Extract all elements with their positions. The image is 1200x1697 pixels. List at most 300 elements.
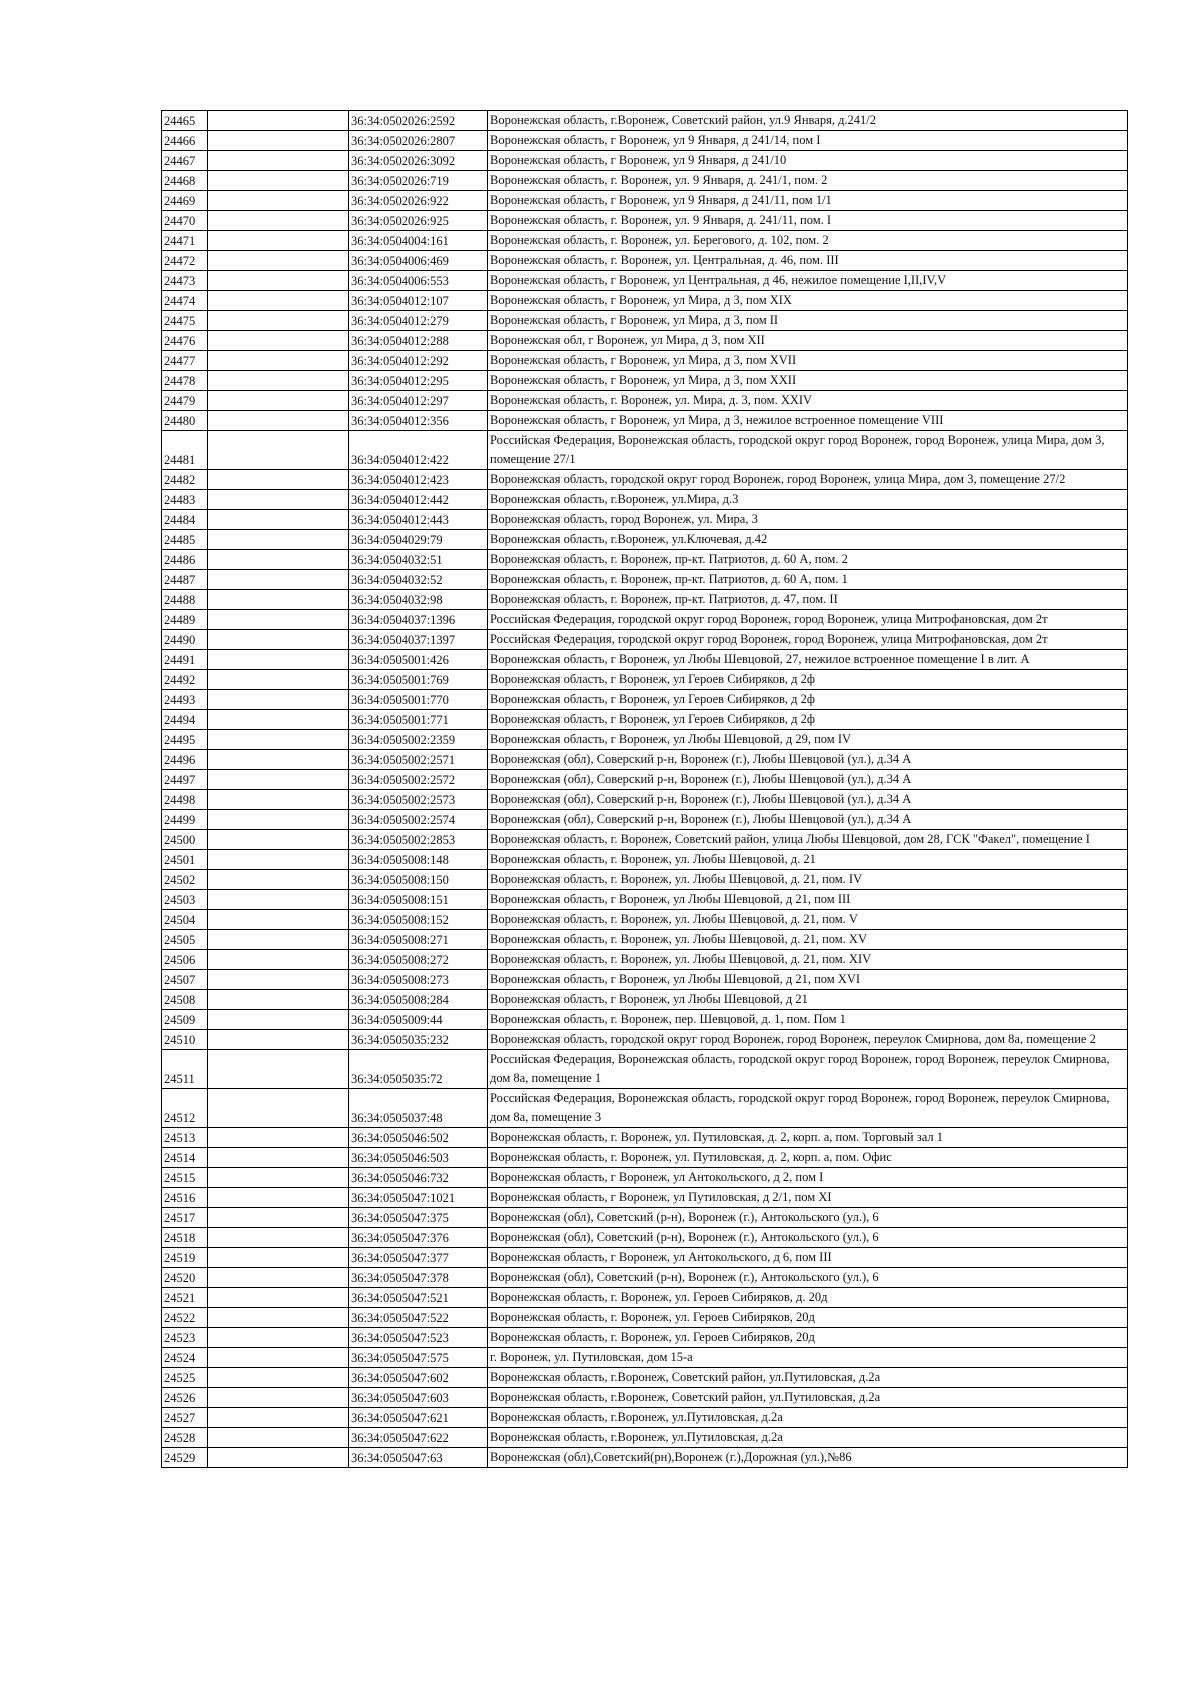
cell-address: Воронежская область, г. Воронеж, ул. Любы Шевцовой, д. 21, пом. XV [488,930,1128,950]
cell-number: 24485 [162,530,208,550]
cell-cadastral-number: 36:34:0505002:2574 [349,810,488,830]
cell-address: Воронежская (обл), Советский (р-н), Воронеж (г.), Антокольского (ул.), 6 [488,1268,1128,1288]
cell-cadastral-number: 36:34:0505047:622 [349,1428,488,1448]
table-row [162,670,1128,690]
cell-address: Воронежская область, г. Воронеж, Советский район, улица Любы Шевцовой, дом 28, ГСК "Факел", помещение I [488,830,1128,850]
cell-cadastral-number: 36:34:0502026:3092 [349,151,488,171]
table-row [162,351,1128,371]
cell-blank [208,830,349,850]
cell-address: Воронежская область, г Воронеж, ул Любы Шевцовой, д 21, пом XVI [488,970,1128,990]
cell-blank [208,231,349,251]
cell-cadastral-number: 36:34:0505009:44 [349,1010,488,1030]
table-row [162,550,1128,570]
table-row [162,1010,1128,1030]
cell-number: 24476 [162,331,208,351]
cell-address: Воронежская область, г Воронеж, ул Мира, д 3, нежилое встроенное помещение VIII [488,411,1128,431]
cell-address: Воронежская (обл), Соверский р-н, Воронеж (г.), Любы Шевцовой (ул.), д.34 А [488,790,1128,810]
cell-cadastral-number: 36:34:0502026:2592 [349,111,488,131]
cell-cadastral-number: 36:34:0505047:602 [349,1368,488,1388]
cell-cadastral-number: 36:34:0505046:502 [349,1128,488,1148]
cell-blank [208,910,349,930]
cell-number: 24529 [162,1448,208,1468]
cell-blank [208,1368,349,1388]
cell-blank [208,371,349,391]
cell-blank [208,1208,349,1228]
cell-cadastral-number: 36:34:0504029:79 [349,530,488,550]
cell-blank [208,1089,349,1128]
cell-number: 24468 [162,171,208,191]
table-row [162,470,1128,490]
table-row [162,331,1128,351]
cell-address: Воронежская область, г Воронеж, ул Мира, д 3, пом XVII [488,351,1128,371]
table-row [162,211,1128,231]
cell-cadastral-number: 36:34:0505047:575 [349,1348,488,1368]
table-row [162,231,1128,251]
cell-number: 24500 [162,830,208,850]
cell-cadastral-number: 36:34:0504006:553 [349,271,488,291]
table-row [162,1308,1128,1328]
cell-number: 24509 [162,1010,208,1030]
cell-address: Воронежская (обл), Советский (р-н), Воронеж (г.), Антокольского (ул.), 6 [488,1228,1128,1248]
cell-address: Воронежская область, городской округ город Воронеж, город Воронеж, улица Мира, дом 3, помещение 27/2 [488,470,1128,490]
cell-address: Воронежская обл, г Воронеж, ул Мира, д 3, пом XII [488,331,1128,351]
cell-blank [208,1268,349,1288]
cell-blank [208,1128,349,1148]
cell-blank [208,710,349,730]
cell-number: 24505 [162,930,208,950]
cell-address: Воронежская область, город Воронеж, ул. Мира, 3 [488,510,1128,530]
cell-number: 24502 [162,870,208,890]
table-row [162,570,1128,590]
cell-number: 24514 [162,1148,208,1168]
cell-address: Воронежская область, г.Воронеж, ул.Ключевая, д.42 [488,530,1128,550]
table-row [162,730,1128,750]
table-row [162,530,1128,550]
table-row [162,510,1128,530]
cell-cadastral-number: 36:34:0505047:377 [349,1248,488,1268]
cell-number: 24522 [162,1308,208,1328]
table-row [162,411,1128,431]
table-row [162,790,1128,810]
cell-number: 24512 [162,1089,208,1128]
cell-cadastral-number: 36:34:0502026:2807 [349,131,488,151]
cell-blank [208,1328,349,1348]
cell-number: 24525 [162,1368,208,1388]
table-row [162,610,1128,630]
cell-blank [208,1188,349,1208]
cell-blank [208,590,349,610]
cell-number: 24478 [162,371,208,391]
table-row [162,431,1128,470]
table-row [162,850,1128,870]
cell-blank [208,570,349,590]
cell-cadastral-number: 36:34:0505035:232 [349,1030,488,1050]
cell-cadastral-number: 36:34:0505001:426 [349,650,488,670]
cell-number: 24506 [162,950,208,970]
cell-blank [208,351,349,371]
table-row [162,1428,1128,1448]
cell-cadastral-number: 36:34:0504037:1397 [349,630,488,650]
cell-cadastral-number: 36:34:0505047:603 [349,1388,488,1408]
cell-number: 24496 [162,750,208,770]
cell-number: 24479 [162,391,208,411]
cell-blank [208,1148,349,1168]
cell-blank [208,770,349,790]
cell-blank [208,990,349,1010]
cell-cadastral-number: 36:34:0505001:769 [349,670,488,690]
cell-address: Воронежская область, г. Воронеж, пр-кт. Патриотов, д. 60 А, пом. 2 [488,550,1128,570]
table-row [162,1408,1128,1428]
cell-address: Воронежская область, г.Воронеж, ул.Мира, д.3 [488,490,1128,510]
cell-address: Воронежская область, г. Воронеж, ул. Героев Сибиряков, 20д [488,1308,1128,1328]
cell-cadastral-number: 36:34:0505008:284 [349,990,488,1010]
cell-address: Воронежская область, г Воронеж, ул Любы Шевцовой, д 21, пом III [488,890,1128,910]
table-row [162,710,1128,730]
cell-address: Воронежская (обл), Соверский р-н, Воронеж (г.), Любы Шевцовой (ул.), д.34 А [488,770,1128,790]
cell-blank [208,750,349,770]
table-row [162,1388,1128,1408]
cell-cadastral-number: 36:34:0505047:521 [349,1288,488,1308]
cell-cadastral-number: 36:34:0505047:378 [349,1268,488,1288]
cell-cadastral-number: 36:34:0502026:719 [349,171,488,191]
cell-cadastral-number: 36:34:0505001:771 [349,710,488,730]
cell-cadastral-number: 36:34:0504012:356 [349,411,488,431]
cell-cadastral-number: 36:34:0505008:273 [349,970,488,990]
table-row [162,1030,1128,1050]
cell-cadastral-number: 36:34:0505002:2853 [349,830,488,850]
cell-number: 24508 [162,990,208,1010]
cell-number: 24497 [162,770,208,790]
cell-blank [208,291,349,311]
registry-table [161,110,1128,1468]
cell-number: 24487 [162,570,208,590]
cell-address: Воронежская область, г. Воронеж, ул. Путиловская, д. 2, корп. а, пом. Офис [488,1148,1128,1168]
cell-blank [208,1448,349,1468]
cell-blank [208,411,349,431]
cell-address: Воронежская область, г Воронеж, ул Героев Сибиряков, д 2ф [488,670,1128,690]
table-row [162,1268,1128,1288]
cell-address: Воронежская область, г Воронеж, ул 9 Января, д 241/10 [488,151,1128,171]
cell-cadastral-number: 36:34:0505046:503 [349,1148,488,1168]
cell-cadastral-number: 36:34:0505008:151 [349,890,488,910]
cell-address: Воронежская область, г. Воронеж, ул. Мира, д. 3, пом. XXIV [488,391,1128,411]
cell-cadastral-number: 36:34:0505047:523 [349,1328,488,1348]
cell-address: Российская Федерация, Воронежская область, городской округ город Воронеж, город Воронеж, улица Мира, дом 3, помещение 27/1 [488,431,1128,470]
cell-number: 24491 [162,650,208,670]
cell-cadastral-number: 36:34:0505008:148 [349,850,488,870]
cell-number: 24516 [162,1188,208,1208]
cell-address: Воронежская область, г Воронеж, ул Мира, д 3, пом XXII [488,371,1128,391]
cell-blank [208,431,349,470]
cell-cadastral-number: 36:34:0505002:2573 [349,790,488,810]
cell-blank [208,490,349,510]
table-row [162,191,1128,211]
cell-blank [208,670,349,690]
table-row [162,950,1128,970]
cell-address: Воронежская область, г. Воронеж, ул. Любы Шевцовой, д. 21, пом. V [488,910,1128,930]
cell-cadastral-number: 36:34:0504012:422 [349,431,488,470]
cell-blank [208,111,349,131]
cell-address: Российская Федерация, городской округ город Воронеж, город Воронеж, улица Митрофановская, дом 2т [488,610,1128,630]
cell-blank [208,1168,349,1188]
table-row [162,630,1128,650]
cell-blank [208,530,349,550]
table-row [162,590,1128,610]
cell-blank [208,510,349,530]
cell-number: 24477 [162,351,208,371]
cell-blank [208,930,349,950]
cell-address: Воронежская область, г. Воронеж, ул. 9 Января, д. 241/1, пом. 2 [488,171,1128,191]
cell-address: Воронежская область, г Воронеж, ул Любы Шевцовой, д 21 [488,990,1128,1010]
cell-cadastral-number: 36:34:0502026:925 [349,211,488,231]
cell-address: Воронежская (обл),Советский(рн),Воронеж (г.),Дорожная (ул.),№86 [488,1448,1128,1468]
table-row [162,990,1128,1010]
cell-cadastral-number: 36:34:0505008:272 [349,950,488,970]
cell-number: 24486 [162,550,208,570]
cell-blank [208,630,349,650]
cell-cadastral-number: 36:34:0504037:1396 [349,610,488,630]
cell-number: 24501 [162,850,208,870]
cell-number: 24504 [162,910,208,930]
table-row [162,271,1128,291]
cell-address: Воронежская область, г.Воронеж, Советский район, ул.Путиловская, д.2а [488,1388,1128,1408]
cell-number: 24521 [162,1288,208,1308]
cell-cadastral-number: 36:34:0505047:621 [349,1408,488,1428]
cell-blank [208,1308,349,1328]
cell-blank [208,970,349,990]
cell-cadastral-number: 36:34:0505008:152 [349,910,488,930]
cell-blank [208,1348,349,1368]
cell-blank [208,171,349,191]
cell-blank [208,870,349,890]
cell-address: Воронежская область, г Воронеж, ул 9 Января, д 241/11, пом 1/1 [488,191,1128,211]
cell-number: 24472 [162,251,208,271]
table-row [162,1188,1128,1208]
cell-address: г. Воронеж, ул. Путиловская, дом 15-а [488,1348,1128,1368]
table-row [162,1328,1128,1348]
table-row [162,291,1128,311]
cell-number: 24526 [162,1388,208,1408]
cell-address: Воронежская область, г. Воронеж, пр-кт. Патриотов, д. 47, пом. II [488,590,1128,610]
cell-number: 24466 [162,131,208,151]
table-row [162,930,1128,950]
cell-cadastral-number: 36:34:0505047:63 [349,1448,488,1468]
table-row [162,1168,1128,1188]
table-row [162,111,1128,131]
cell-number: 24503 [162,890,208,910]
cell-blank [208,950,349,970]
cell-blank [208,331,349,351]
cell-address: Воронежская область, г Воронеж, ул Мира, д 3, пом XIX [488,291,1128,311]
cell-cadastral-number: 36:34:0505008:150 [349,870,488,890]
cell-cadastral-number: 36:34:0505001:770 [349,690,488,710]
cell-number: 24484 [162,510,208,530]
cell-number: 24465 [162,111,208,131]
cell-number: 24470 [162,211,208,231]
cell-blank [208,1030,349,1050]
cell-cadastral-number: 36:34:0504004:161 [349,231,488,251]
cell-address: Российская Федерация, Воронежская область, городской округ город Воронеж, город Воронеж, переулок Смирнова, дом 8а, помещение 1 [488,1050,1128,1089]
cell-address: Воронежская (обл), Соверский р-н, Воронеж (г.), Любы Шевцовой (ул.), д.34 А [488,750,1128,770]
cell-number: 24482 [162,470,208,490]
cell-number: 24481 [162,431,208,470]
table-row [162,151,1128,171]
cell-cadastral-number: 36:34:0505002:2359 [349,730,488,750]
cell-address: Воронежская область, г Воронеж, ул 9 Января, д 241/14, пом I [488,131,1128,151]
table-row [162,1148,1128,1168]
cell-address: Воронежская область, г. Воронеж, пр-кт. Патриотов, д. 60 А, пом. 1 [488,570,1128,590]
table-row [162,1368,1128,1388]
cell-blank [208,850,349,870]
cell-cadastral-number: 36:34:0504012:443 [349,510,488,530]
table-row [162,1208,1128,1228]
cell-address: Воронежская область, г Воронеж, ул Героев Сибиряков, д 2ф [488,690,1128,710]
cell-address: Воронежская область, г.Воронеж, Советский район, ул.Путиловская, д.2а [488,1368,1128,1388]
cell-address: Воронежская область, г Воронеж, ул Любы Шевцовой, 27, нежилое встроенное помещение I в лит. А [488,650,1128,670]
table-row [162,970,1128,990]
table-row [162,1089,1128,1128]
cell-number: 24498 [162,790,208,810]
cell-cadastral-number: 36:34:0504012:297 [349,391,488,411]
cell-address: Воронежская область, г Воронеж, ул Центральная, д 46, нежилое помещение I,II,IV,V [488,271,1128,291]
table-row [162,1448,1128,1468]
cell-cadastral-number: 36:34:0504012:292 [349,351,488,371]
cell-address: Воронежская область, г. Воронеж, ул. Героев Сибиряков, 20д [488,1328,1128,1348]
cell-blank [208,1228,349,1248]
cell-cadastral-number: 36:34:0504012:279 [349,311,488,331]
cell-blank [208,1248,349,1268]
table-row [162,131,1128,151]
cell-blank [208,810,349,830]
table-row [162,870,1128,890]
cell-number: 24474 [162,291,208,311]
cell-cadastral-number: 36:34:0505047:376 [349,1228,488,1248]
table-row [162,1050,1128,1089]
cell-cadastral-number: 36:34:0505002:2572 [349,770,488,790]
cell-address: Воронежская область, г Воронеж, ул Путиловская, д 2/1, пом XI [488,1188,1128,1208]
cell-number: 24511 [162,1050,208,1089]
cell-address: Воронежская область, г Воронеж, ул Мира, д 3, пом II [488,311,1128,331]
cell-cadastral-number: 36:34:0505008:271 [349,930,488,950]
cell-address: Российская Федерация, Воронежская область, городской округ город Воронеж, город Воронеж, переулок Смирнова, дом 8а, помещение 3 [488,1089,1128,1128]
cell-address: Воронежская область, г. Воронеж, ул. Центральная, д. 46, пом. III [488,251,1128,271]
cell-address: Воронежская область, г. Воронеж, ул. Героев Сибиряков, д. 20д [488,1288,1128,1308]
cell-number: 24518 [162,1228,208,1248]
cell-cadastral-number: 36:34:0504012:442 [349,490,488,510]
cell-address: Воронежская область, г. Воронеж, ул. Любы Шевцовой, д. 21, пом. IV [488,870,1128,890]
cell-address: Воронежская область, г Воронеж, ул Антокольского, д 6, пом III [488,1248,1128,1268]
registry-rows [162,111,1128,1468]
cell-cadastral-number: 36:34:0504012:288 [349,331,488,351]
cell-blank [208,730,349,750]
cell-number: 24524 [162,1348,208,1368]
cell-number: 24528 [162,1428,208,1448]
cell-number: 24473 [162,271,208,291]
cell-cadastral-number: 36:34:0504032:51 [349,550,488,570]
cell-address: Воронежская область, г. Воронеж, ул. Путиловская, д. 2, корп. а, пом. Торговый зал 1 [488,1128,1128,1148]
table-row [162,770,1128,790]
cell-address: Российская Федерация, городской округ город Воронеж, город Воронеж, улица Митрофановская, дом 2т [488,630,1128,650]
cell-cadastral-number: 36:34:0504032:52 [349,570,488,590]
cell-blank [208,690,349,710]
cell-blank [208,1288,349,1308]
cell-number: 24471 [162,231,208,251]
table-row [162,490,1128,510]
cell-blank [208,790,349,810]
cell-number: 24488 [162,590,208,610]
cell-blank [208,610,349,630]
cell-address: Воронежская область, г. Воронеж, пер. Шевцовой, д. 1, пом. Пом 1 [488,1010,1128,1030]
table-row [162,830,1128,850]
cell-blank [208,1050,349,1089]
cell-number: 24499 [162,810,208,830]
cell-number: 24527 [162,1408,208,1428]
cell-number: 24469 [162,191,208,211]
cell-cadastral-number: 36:34:0504006:469 [349,251,488,271]
table-row [162,1248,1128,1268]
table-row [162,750,1128,770]
cell-cadastral-number: 36:34:0505035:72 [349,1050,488,1089]
cell-number: 24467 [162,151,208,171]
cell-blank [208,550,349,570]
table-row [162,810,1128,830]
cell-blank [208,890,349,910]
table-row [162,690,1128,710]
cell-number: 24517 [162,1208,208,1228]
cell-cadastral-number: 36:34:0504032:98 [349,590,488,610]
cell-blank [208,1428,349,1448]
cell-cadastral-number: 36:34:0505047:522 [349,1308,488,1328]
cell-cadastral-number: 36:34:0502026:922 [349,191,488,211]
table-row [162,1288,1128,1308]
cell-number: 24483 [162,490,208,510]
cell-number: 24475 [162,311,208,331]
table-row [162,1128,1128,1148]
cell-blank [208,251,349,271]
cell-address: Воронежская область, г.Воронеж, ул.Путиловская, д.2а [488,1428,1128,1448]
cell-address: Воронежская область, г Воронеж, ул Любы Шевцовой, д 29, пом IV [488,730,1128,750]
cell-blank [208,271,349,291]
cell-number: 24510 [162,1030,208,1050]
cell-address: Воронежская область, г.Воронеж, ул.Путиловская, д.2а [488,1408,1128,1428]
cell-cadastral-number: 36:34:0504012:423 [349,470,488,490]
table-row [162,251,1128,271]
table-row [162,171,1128,191]
cell-address: Воронежская (обл), Советский (р-н), Воронеж (г.), Антокольского (ул.), 6 [488,1208,1128,1228]
cell-blank [208,151,349,171]
table-row [162,1228,1128,1248]
cell-address: Воронежская область, г. Воронеж, ул. Любы Шевцовой, д. 21 [488,850,1128,870]
cell-blank [208,391,349,411]
cell-number: 24480 [162,411,208,431]
table-row [162,311,1128,331]
cell-cadastral-number: 36:34:0504012:295 [349,371,488,391]
cell-number: 24519 [162,1248,208,1268]
cell-cadastral-number: 36:34:0504012:107 [349,291,488,311]
cell-cadastral-number: 36:34:0505046:732 [349,1168,488,1188]
cell-number: 24489 [162,610,208,630]
cell-blank [208,1408,349,1428]
cell-blank [208,311,349,331]
cell-blank [208,650,349,670]
cell-address: Воронежская область, городской округ город Воронеж, город Воронеж, переулок Смирнова, дом 8а, помещение 2 [488,1030,1128,1050]
cell-number: 24507 [162,970,208,990]
cell-address: Воронежская (обл), Соверский р-н, Воронеж (г.), Любы Шевцовой (ул.), д.34 А [488,810,1128,830]
table-row [162,1348,1128,1368]
cell-number: 24494 [162,710,208,730]
cell-blank [208,1388,349,1408]
cell-number: 24520 [162,1268,208,1288]
